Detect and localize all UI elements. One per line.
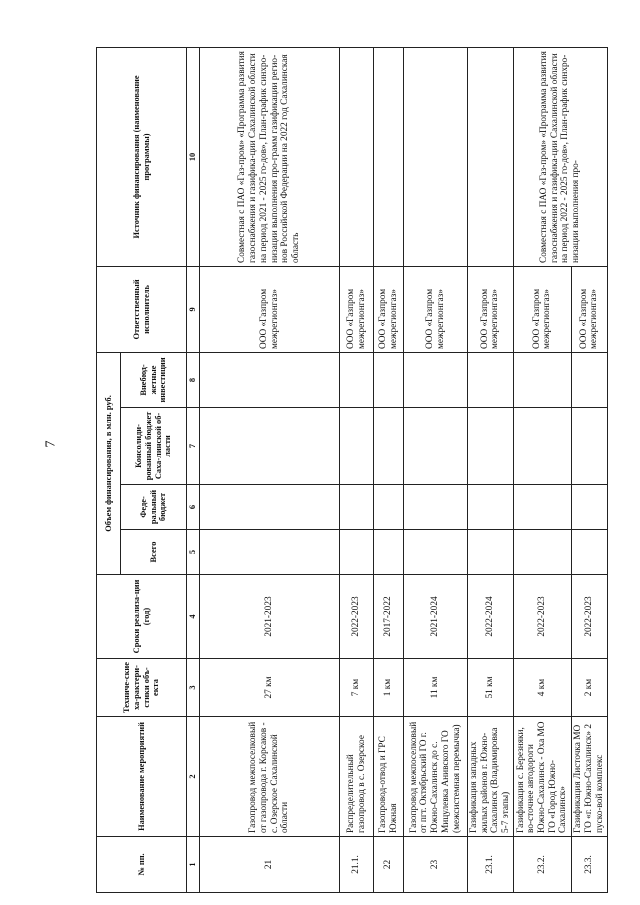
row-executor: ООО «Газпром межрегионгаз» [340,266,374,352]
column-number: 6 [187,485,200,530]
header-years: Сроки реализа-ции (год) [97,575,187,659]
column-number: 10 [187,47,200,266]
row-years: 2022-2023 [571,575,607,659]
row-total [340,530,374,575]
row-num: 21 [200,837,340,893]
row-federal [468,485,514,530]
row-name: Газопровод межпоселковый от пгт. Октябрьский ГО г. Южно-Сахалинск до с. Мицулевка Анивского ГО (межсистемная перемычка) [404,717,468,837]
row-spec: 27 км [200,659,340,717]
row-source: Совместная с ПАО «Газ-пром» «Программа развития газоснабжения и газифика-ции Сахалинской области на период 2022 - 2025 го-дов», План-график синхро-низации выполнения про- [513,47,607,266]
row-num: 23.3. [571,837,607,893]
header-source: Источник финансирования (наименование программы) [97,47,187,266]
row-source [404,47,468,266]
row-regional [571,408,607,485]
row-executor: ООО «Газпром межрегионгаз» [404,266,468,352]
row-years: 2021-2023 [200,575,340,659]
row-federal [513,485,571,530]
row-name: Газификация с. Березняки, во-сточнее автодороги Южно-Сахалинск - Оха МО ГО «Город Южно-Сахалинск» [513,717,571,837]
header-name: Наименование мероприятий [97,717,187,837]
row-spec: 4 км [513,659,571,717]
row-spec: 51 км [468,659,514,717]
row-federal [571,485,607,530]
row-extrabudget [468,352,514,407]
row-executor: ООО «Газпром межрегионгаз» [468,266,514,352]
column-number: 4 [187,575,200,659]
row-name: Газопровод межпоселковый от газопровода г. Корсаков - с. Озерское Сахалинской области [200,717,340,837]
row-regional [340,408,374,485]
row-years: 2017-2022 [374,575,404,659]
row-spec: 2 км [571,659,607,717]
row-spec: 7 км [340,659,374,717]
row-spec: 11 км [404,659,468,717]
row-executor: ООО «Газпром межрегионгаз» [374,266,404,352]
header-extrabudget: Внебюд-жетные инвестиции [121,352,187,407]
row-years: 2022-2024 [468,575,514,659]
row-name: Газификация Листочка МО ГО «г. Южно-Сахалинск» 2 пуско-вой комплекс [571,717,607,837]
header-federal: Феде-ральный бюджет [121,485,187,530]
row-federal [374,485,404,530]
row-name: Газификация западных жилых районов г. Южно-Сахалинск (Владимировка 5-7 этапы) [468,717,514,837]
row-total [468,530,514,575]
row-source [340,47,374,266]
page-number: 7 [43,440,59,448]
header-regional: Консолиди-рованный бюджет Саха-линской об-ласти [121,408,187,485]
row-regional [200,408,340,485]
row-extrabudget [513,352,571,407]
row-extrabudget [404,352,468,407]
column-number: 2 [187,717,200,837]
row-num: 23.2. [513,837,571,893]
row-federal [200,485,340,530]
row-source [374,47,404,266]
row-federal [404,485,468,530]
column-number: 7 [187,408,200,485]
header-spec: Техниче-ские ха-рактери-стики объ-екта [97,659,187,717]
row-years: 2021-2024 [404,575,468,659]
column-number: 8 [187,352,200,407]
row-regional [374,408,404,485]
table-row [468,47,514,892]
header-financing-group: Объем финансирования, в млн. руб. [97,352,121,574]
row-federal [340,485,374,530]
row-regional [404,408,468,485]
header-num: № пп. [97,837,187,893]
row-num: 23 [404,837,468,893]
header-executor: Ответственный исполнитель [97,266,187,352]
row-total [513,530,571,575]
column-number: 3 [187,659,200,717]
financing-table [96,47,608,893]
row-total [404,530,468,575]
row-name: Газопровод-отвод и ГРС Южная [374,717,404,837]
table-row [340,47,374,892]
row-total [374,530,404,575]
row-executor: ООО «Газпром межрегионгаз» [513,266,571,352]
row-regional [468,408,514,485]
column-number: 1 [187,837,200,893]
row-extrabudget [571,352,607,407]
row-years: 2022-2023 [513,575,571,659]
row-years: 2022-2023 [340,575,374,659]
row-total [571,530,607,575]
row-num: 22 [374,837,404,893]
table-row [200,47,340,892]
header-total: Всего [121,530,187,575]
column-number: 5 [187,530,200,575]
table-row [404,47,468,892]
row-num: 21.1. [340,837,374,893]
rotated-page [96,48,605,893]
row-source: Совместная с ПАО «Газ-пром» «Программа развития газоснабжения и газифика-ции Сахалинской области на период 2021 - 2025 го-дов», План-график синхро-низации выполнения про-грамм газификации регио-нов Российской Федерации на 2022 год Сахалинская область [200,47,340,266]
column-number: 9 [187,266,200,352]
row-executor: ООО «Газпром межрегионгаз» [200,266,340,352]
row-spec: 1 км [374,659,404,717]
table-row [374,47,404,892]
row-extrabudget [200,352,340,407]
row-executor: ООО «Газпром межрегионгаз» [571,266,607,352]
row-source [468,47,514,266]
row-total [200,530,340,575]
row-name: Распределительный газопровод в с. Озерское [340,717,374,837]
table-row [513,47,571,892]
row-extrabudget [374,352,404,407]
row-num: 23.1. [468,837,514,893]
row-extrabudget [340,352,374,407]
row-regional [513,408,571,485]
